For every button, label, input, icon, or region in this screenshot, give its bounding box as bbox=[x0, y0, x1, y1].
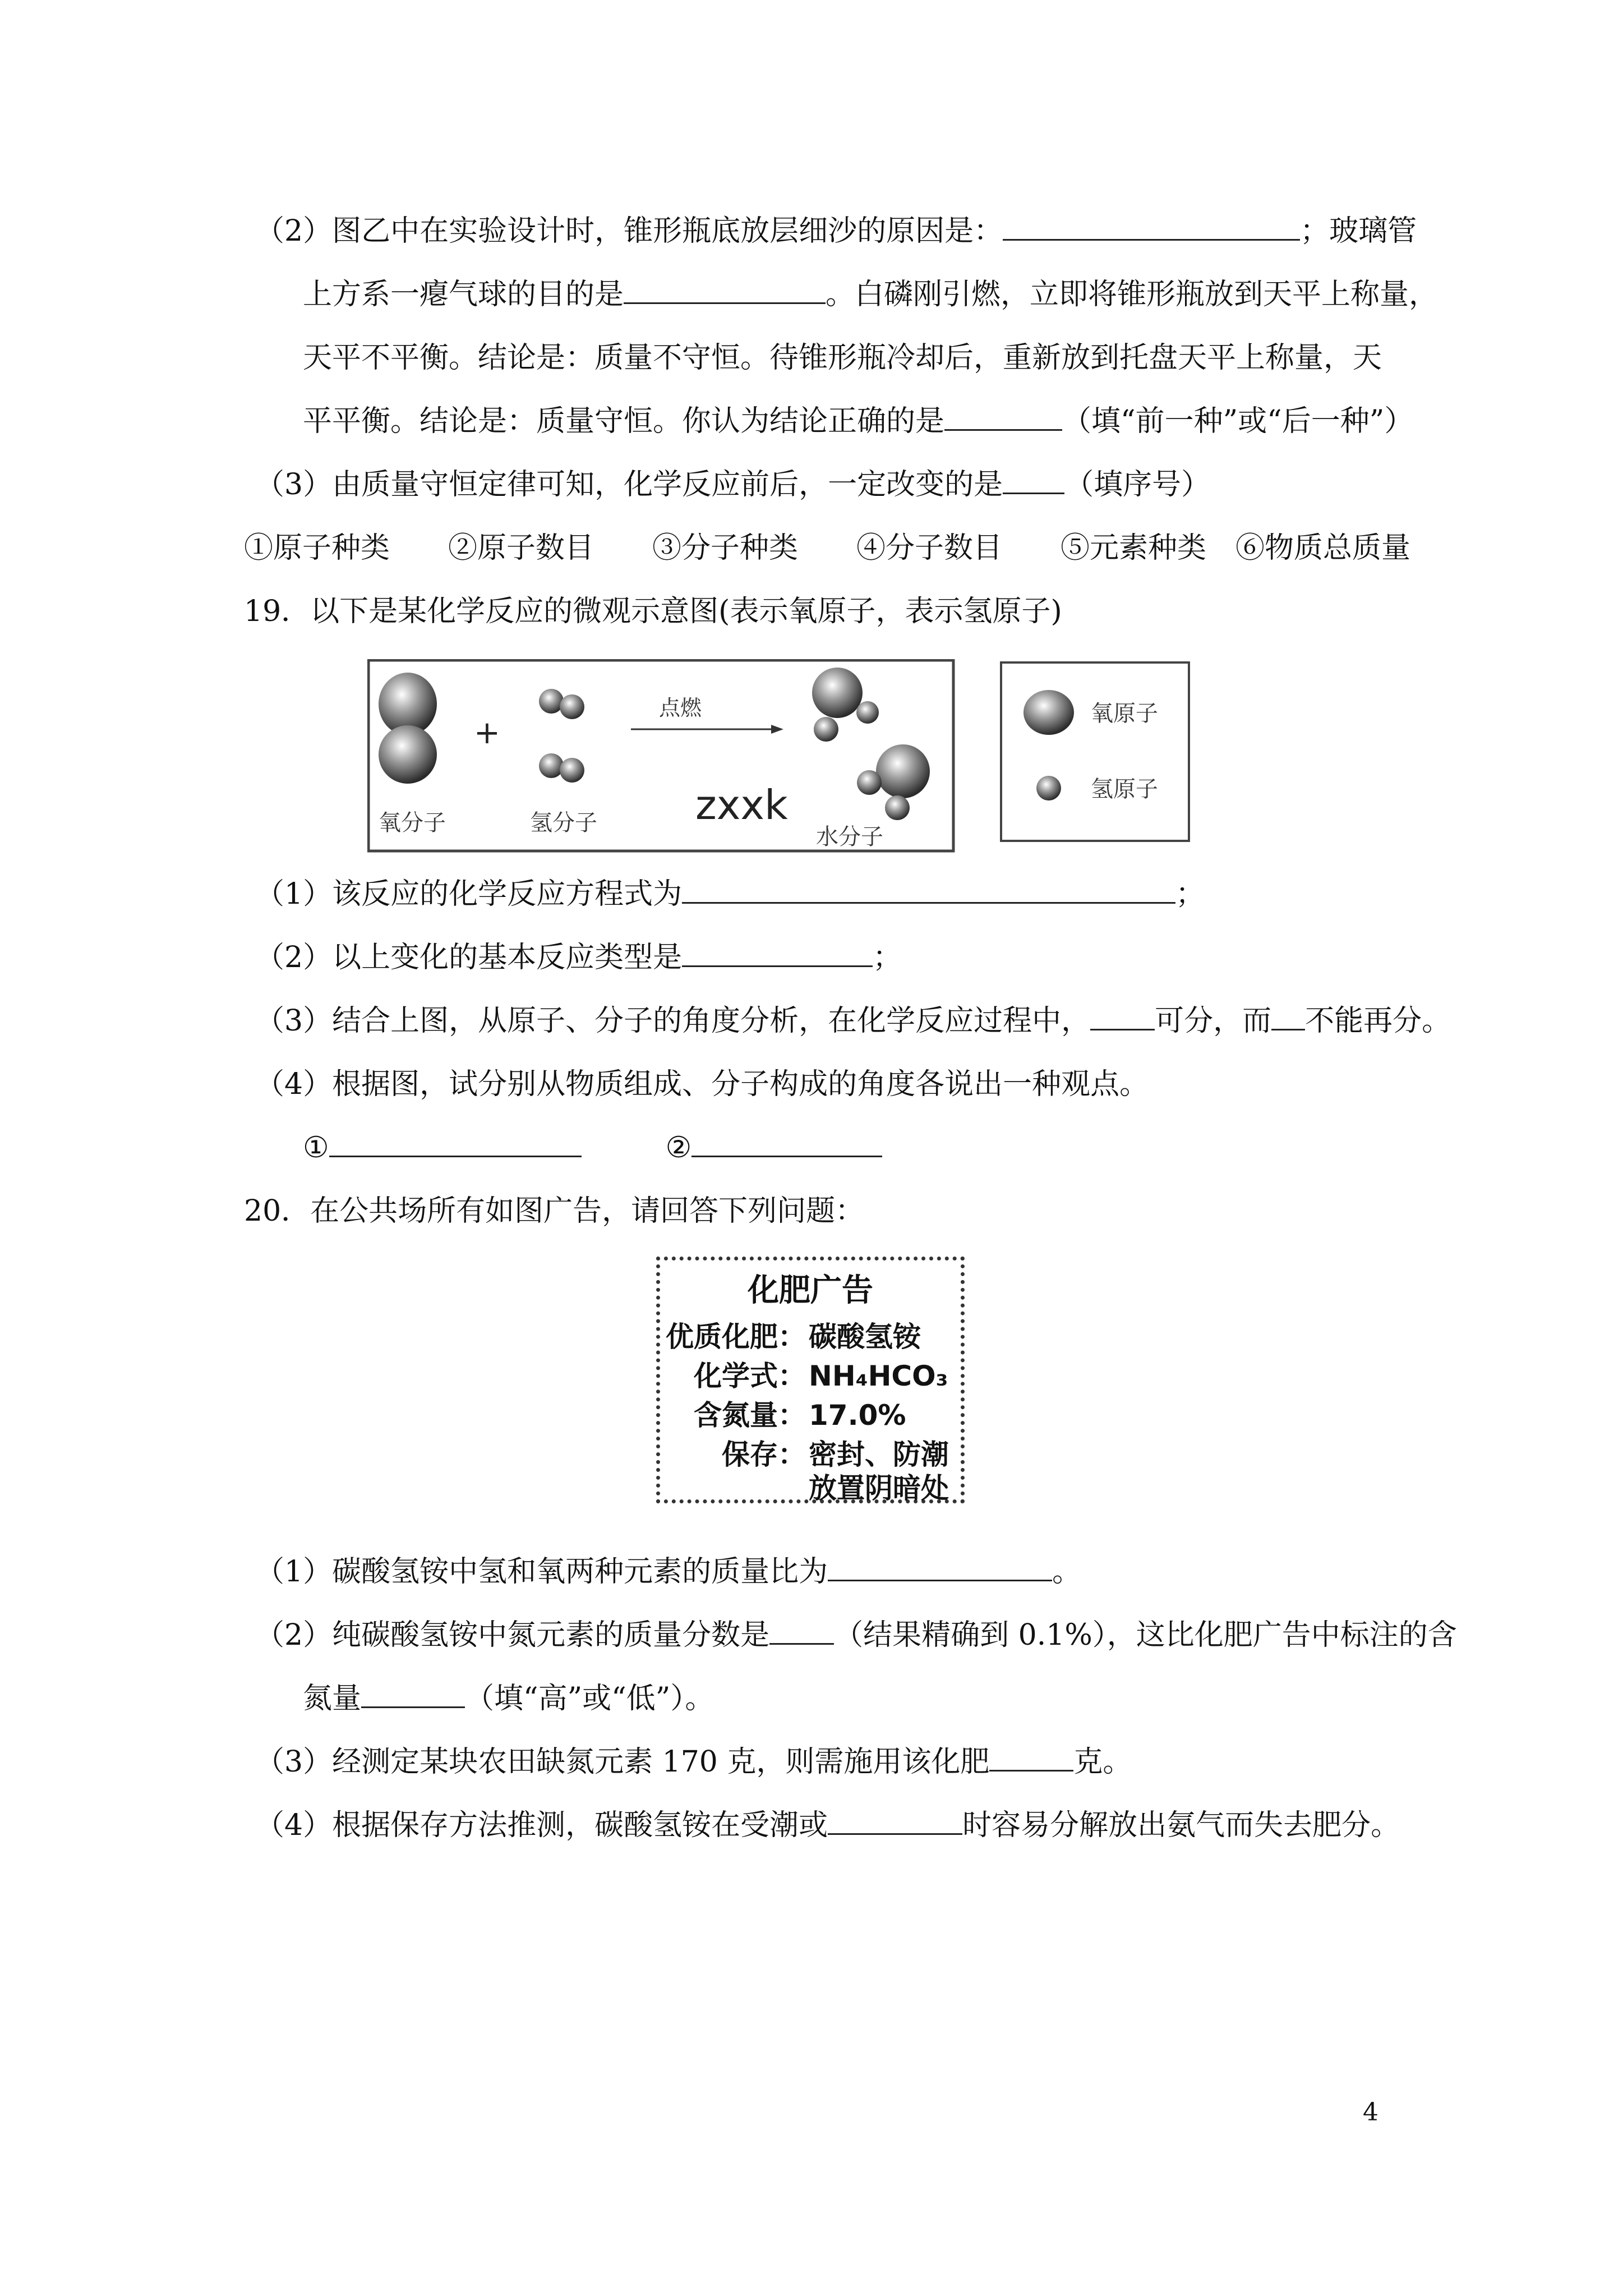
q18-part2-line4 bbox=[303, 403, 1413, 439]
q20-part2-text-c: 氮量 bbox=[303, 1682, 362, 1715]
hydrogen-atom-icon bbox=[1036, 776, 1061, 800]
q18-part2-line2 bbox=[303, 277, 1438, 312]
ad-row1-label: 优质化肥： bbox=[666, 1320, 806, 1353]
page-number: 4 bbox=[1363, 2098, 1378, 2127]
q18-part2-text-a: （2）图乙中在实验设计时，锥形瓶底放层细沙的原因是： bbox=[255, 214, 1003, 248]
hydrogen-molecule-icon bbox=[539, 689, 584, 783]
q19-part3-text-c: 不能再分。 bbox=[1305, 1004, 1451, 1038]
answer-blank[interactable] bbox=[624, 277, 826, 304]
q18-part2-text-b: ；玻璃管 bbox=[1300, 214, 1417, 248]
answer-blank[interactable] bbox=[769, 1617, 834, 1645]
answer-blank[interactable] bbox=[329, 1130, 582, 1157]
water-molecule-label: 水分子 bbox=[816, 824, 883, 850]
q20-part2-text-b: （结果精确到 0.1%），这比化肥广告中标注的含 bbox=[834, 1618, 1457, 1652]
ad-row1-value: 碳酸氢铵 bbox=[809, 1320, 921, 1353]
q19-part2-line bbox=[255, 940, 902, 976]
q18-part2-line1 bbox=[255, 213, 1417, 249]
legend-hydrogen-label: 氢原子 bbox=[1091, 776, 1158, 802]
oxygen-molecule-label: 氧分子 bbox=[379, 810, 446, 836]
ad-row4-label: 保存： bbox=[722, 1438, 806, 1471]
q20-part3-text-a: （3）经测定某块农田缺氮元素 170 克，则需施用该化肥 bbox=[255, 1745, 990, 1779]
answer-blank[interactable] bbox=[1003, 213, 1300, 241]
ad-row5-value: 放置阴暗处 bbox=[809, 1472, 949, 1504]
answer-blank[interactable] bbox=[1271, 1003, 1305, 1030]
q19-part1-text-a: （1）该反应的化学反应方程式为 bbox=[255, 877, 683, 911]
q19-part4-line: （4）根据图，试分别从物质组成、分子构成的角度各说出一种观点。 bbox=[255, 1068, 1149, 1101]
reaction-frame bbox=[368, 660, 953, 851]
q20-part1-text-a: （1）碳酸氢铵中氢和氧两种元素的质量比为 bbox=[255, 1555, 828, 1589]
q20-part2-text-d: （填“高”或“低”）。 bbox=[465, 1682, 714, 1715]
answer-blank[interactable] bbox=[944, 403, 1062, 431]
oxygen-atom-icon bbox=[1023, 690, 1074, 735]
ignite-label: 点燃 bbox=[659, 696, 702, 720]
answer-blank[interactable] bbox=[1003, 467, 1064, 494]
ad-row4-value: 密封、防潮 bbox=[809, 1438, 949, 1471]
q18-options: ①原子种类 ②原子数目 ③分子种类 ④分子数目 ⑤元素种类 ⑥物质总质量 bbox=[244, 531, 1411, 565]
answer-blank[interactable] bbox=[691, 1130, 882, 1157]
answer-blank[interactable] bbox=[828, 1807, 962, 1835]
q19-part3-text-a: （3）结合上图，从原子、分子的角度分析，在化学反应过程中， bbox=[255, 1004, 1091, 1038]
reaction-micro-diagram bbox=[367, 659, 1195, 858]
q20-part2-text-a: （2）纯碳酸氢铵中氮元素的质量分数是 bbox=[255, 1618, 770, 1652]
q19-part1-line bbox=[255, 876, 1205, 912]
q20-part4-text-a: （4）根据保存方法推测，碳酸氢铵在受潮或 bbox=[255, 1809, 828, 1842]
q18-part2-line3: 天平不平衡。结论是：质量不守恒。待锥形瓶冷却后，重新放到托盘天平上称量，天 bbox=[303, 341, 1382, 375]
q20-part1-text-b: 。 bbox=[1052, 1555, 1082, 1589]
plus-sign: + bbox=[474, 715, 500, 751]
ad-row2-label: 化学式： bbox=[694, 1360, 806, 1392]
q19-stem: 19．以下是某化学反应的微观示意图(表示氧原子，表示氢原子) bbox=[244, 595, 1062, 628]
q20-part4-text-b: 时容易分解放出氨气而失去肥分。 bbox=[962, 1809, 1400, 1842]
watermark-text: zxxk bbox=[695, 781, 788, 829]
q18-part2-text-d: 。白磷刚引燃，立即将锥形瓶放到天平上称量， bbox=[826, 278, 1438, 311]
q19-part2-text-a: （2）以上变化的基本反应类型是 bbox=[255, 941, 683, 974]
answer-blank[interactable] bbox=[682, 940, 873, 967]
q18-part2-text-f: （填“前一种”或“后一种”） bbox=[1062, 404, 1414, 438]
q19-part1-text-b: ； bbox=[1175, 877, 1205, 911]
answer-blank[interactable] bbox=[682, 876, 1175, 904]
q19-part2-text-b: ； bbox=[873, 941, 902, 974]
ad-row2-value: NH₄HCO₃ bbox=[809, 1360, 948, 1392]
q20-part4-line bbox=[255, 1807, 1400, 1843]
q19-part3-line bbox=[255, 1003, 1451, 1039]
ad-title: 化肥广告 bbox=[748, 1272, 873, 1309]
legend-frame bbox=[1001, 662, 1189, 841]
answer-blank[interactable] bbox=[828, 1554, 1052, 1581]
fertilizer-ad bbox=[656, 1257, 965, 1503]
q18-part3-text-b: （填序号） bbox=[1064, 468, 1211, 501]
answer-blank[interactable] bbox=[989, 1744, 1073, 1772]
q19-answer1-marker: ① bbox=[303, 1131, 329, 1165]
ad-row3-value: 17.0% bbox=[809, 1399, 906, 1432]
q20-part1-line bbox=[255, 1554, 1081, 1590]
answer-blank[interactable] bbox=[361, 1681, 465, 1708]
q18-part3-text-a: （3）由质量守恒定律可知，化学反应前后，一定改变的是 bbox=[255, 468, 1003, 501]
q20-stem: 20．在公共场所有如图广告，请回答下列问题： bbox=[244, 1194, 865, 1228]
q19-answer2-marker: ② bbox=[665, 1131, 692, 1165]
q20-part2-line2 bbox=[303, 1681, 714, 1717]
q20-part3-line bbox=[255, 1744, 1132, 1780]
q19-answers-line bbox=[303, 1130, 882, 1166]
q20-part2-line1 bbox=[255, 1617, 1457, 1653]
arrow-head-icon bbox=[771, 725, 783, 734]
oxygen-molecule-icon bbox=[379, 673, 437, 784]
q18-part2-text-e: 平平衡。结论是：质量守恒。你认为结论正确的是 bbox=[303, 404, 945, 438]
q19-part3-text-b: 可分，而 bbox=[1155, 1004, 1272, 1038]
q18-part2-text-c: 上方系一瘪气球的目的是 bbox=[303, 278, 624, 311]
answer-blank[interactable] bbox=[1090, 1003, 1155, 1030]
q20-part3-text-b: 克。 bbox=[1073, 1745, 1132, 1779]
hydrogen-molecule-label: 氢分子 bbox=[530, 810, 597, 836]
ad-row3-label: 含氮量： bbox=[694, 1399, 806, 1432]
q18-part3-line bbox=[255, 467, 1210, 503]
legend-oxygen-label: 氧原子 bbox=[1091, 701, 1158, 726]
water-molecule-icon bbox=[812, 668, 930, 820]
